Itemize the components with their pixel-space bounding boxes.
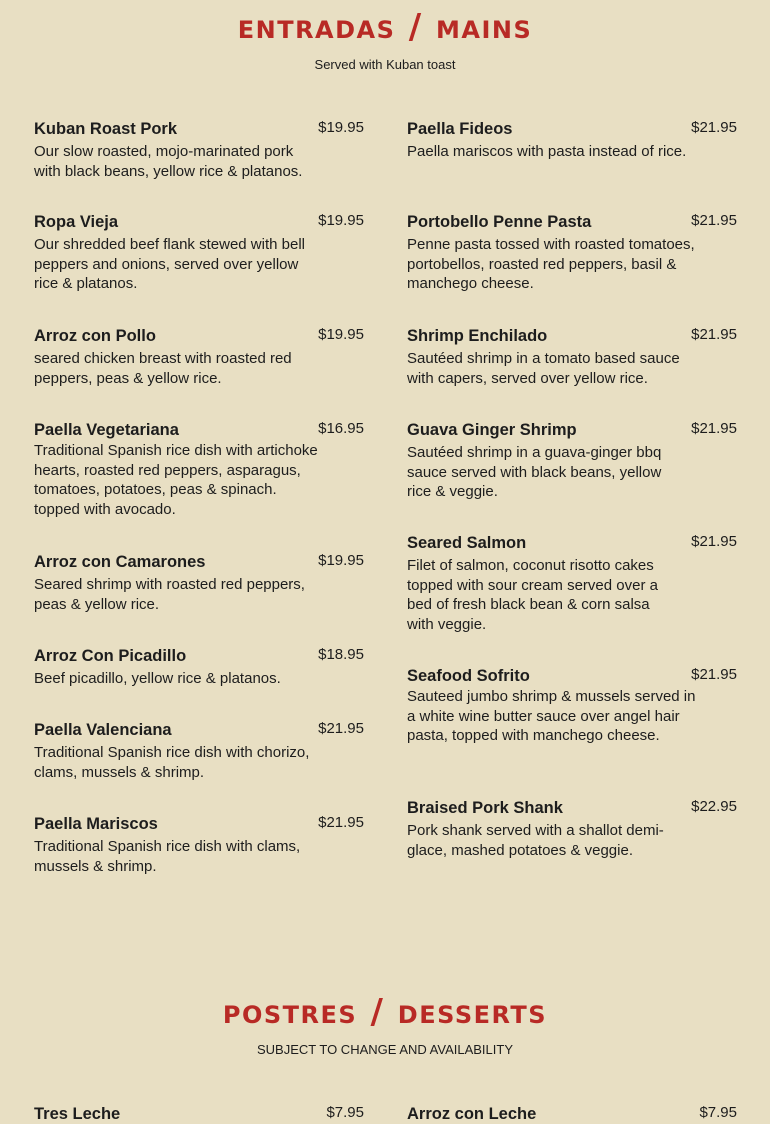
menu-item-name: Shrimp Enchilado <box>407 327 548 345</box>
menu-item-description: Our shredded beef flank stewed with bell peppers and onions, served over yellow rice & platanos. <box>34 236 305 293</box>
menu-item-price: $22.95 <box>691 798 737 815</box>
menu-item-name: Ropa Vieja <box>34 213 119 231</box>
menu-item-description: Sautéed shrimp in a guava-ginger bbq sauce served with black beans, yellow rice & veggie. <box>407 444 662 501</box>
menu-item-description: Seared shrimp with roasted red peppers, peas & yellow rice. <box>34 576 305 613</box>
menu-item-name: Seared Salmon <box>407 534 527 552</box>
menu-item-name: Tres Leche <box>34 1105 121 1123</box>
menu-item-description: Traditional Spanish rice dish with artichoke hearts, roasted red peppers, asparagus, tomatoes, potatoes, peas & spinach. topped with avocado. <box>34 442 318 518</box>
menu-item-name: Paella Mariscos <box>34 815 158 833</box>
menu-item-name: Kuban Roast Pork <box>34 120 178 138</box>
menu-item-description: Sautéed shrimp in a tomato based sauce with capers, served over yellow rice. <box>407 350 680 387</box>
menu-item-name: Braised Pork Shank <box>407 799 563 817</box>
menu-item-price: $21.95 <box>691 326 737 343</box>
menu-item-description: Pork shank served with a shallot demi-glace, mashed potatoes & veggie. <box>407 822 664 859</box>
desserts-section-title: postres / desserts <box>222 992 548 1032</box>
menu-item-description: Filet of salmon, coconut risotto cakes topped with sour cream served over a bed of fresh black bean & corn salsa with veggie. <box>407 557 658 633</box>
menu-item-price: $18.95 <box>318 646 364 663</box>
menu-item-price: $19.95 <box>318 326 364 343</box>
menu-item-price: $21.95 <box>691 420 737 437</box>
menu-item-price: $21.95 <box>691 119 737 136</box>
menu-item-name: Guava Ginger Shrimp <box>407 421 577 439</box>
menu-item-description: Traditional Spanish rice dish with chorizo, clams, mussels & shrimp. <box>34 744 310 781</box>
menu-item-description: Our slow roasted, mojo-marinated pork with black beans, yellow rice & platanos. <box>34 143 303 180</box>
menu-item-price: $7.95 <box>326 1104 364 1121</box>
menu-item-name: Arroz con Camarones <box>34 553 206 571</box>
desserts-section-subtitle: SUBJECT TO CHANGE AND AVAILABILITY <box>257 1042 513 1057</box>
mains-section-subtitle: Served with Kuban toast <box>314 57 456 72</box>
menu-item-description: seared chicken breast with roasted red peppers, peas & yellow rice. <box>34 350 292 387</box>
menu-item-price: $16.95 <box>318 420 364 437</box>
menu-item-name: Arroz Con Picadillo <box>34 647 187 665</box>
menu-item-description: Penne pasta tossed with roasted tomatoes, portobellos, roasted red peppers, basil & manchego cheese. <box>407 236 695 293</box>
menu-item-price: $21.95 <box>691 533 737 550</box>
menu-item-name: Arroz con Pollo <box>34 327 156 345</box>
menu-item-name: Paella Fideos <box>407 120 513 138</box>
menu-item-name: Paella Vegetariana <box>34 421 179 439</box>
menu-item-description: Paella mariscos with pasta instead of rice. <box>407 143 687 160</box>
menu-item-description: Beef picadillo, yellow rice & platanos. <box>34 670 281 687</box>
menu-item-price: $21.95 <box>318 720 364 737</box>
menu-item-price: $19.95 <box>318 212 364 229</box>
menu-item-price: $21.95 <box>691 666 737 683</box>
menu-item-name: Arroz con Leche <box>407 1105 537 1123</box>
menu-item-price: $19.95 <box>318 119 364 136</box>
menu-item-name: Portobello Penne Pasta <box>407 213 592 231</box>
menu-item-name: Paella Valenciana <box>34 721 172 739</box>
menu-item-price: $19.95 <box>318 552 364 569</box>
menu-item-description: Sauteed jumbo shrimp & mussels served in a white wine butter sauce over angel hair pasta, topped with manchego cheese. <box>407 688 696 745</box>
mains-section-title: entradas / mains <box>237 7 533 47</box>
menu-item-description: Traditional Spanish rice dish with clams, mussels & shrimp. <box>34 838 301 875</box>
menu-item-price: $21.95 <box>691 212 737 229</box>
menu-item-name: Seafood Sofrito <box>407 667 530 685</box>
menu-item-price: $7.95 <box>699 1104 737 1121</box>
menu-item-price: $21.95 <box>318 814 364 831</box>
